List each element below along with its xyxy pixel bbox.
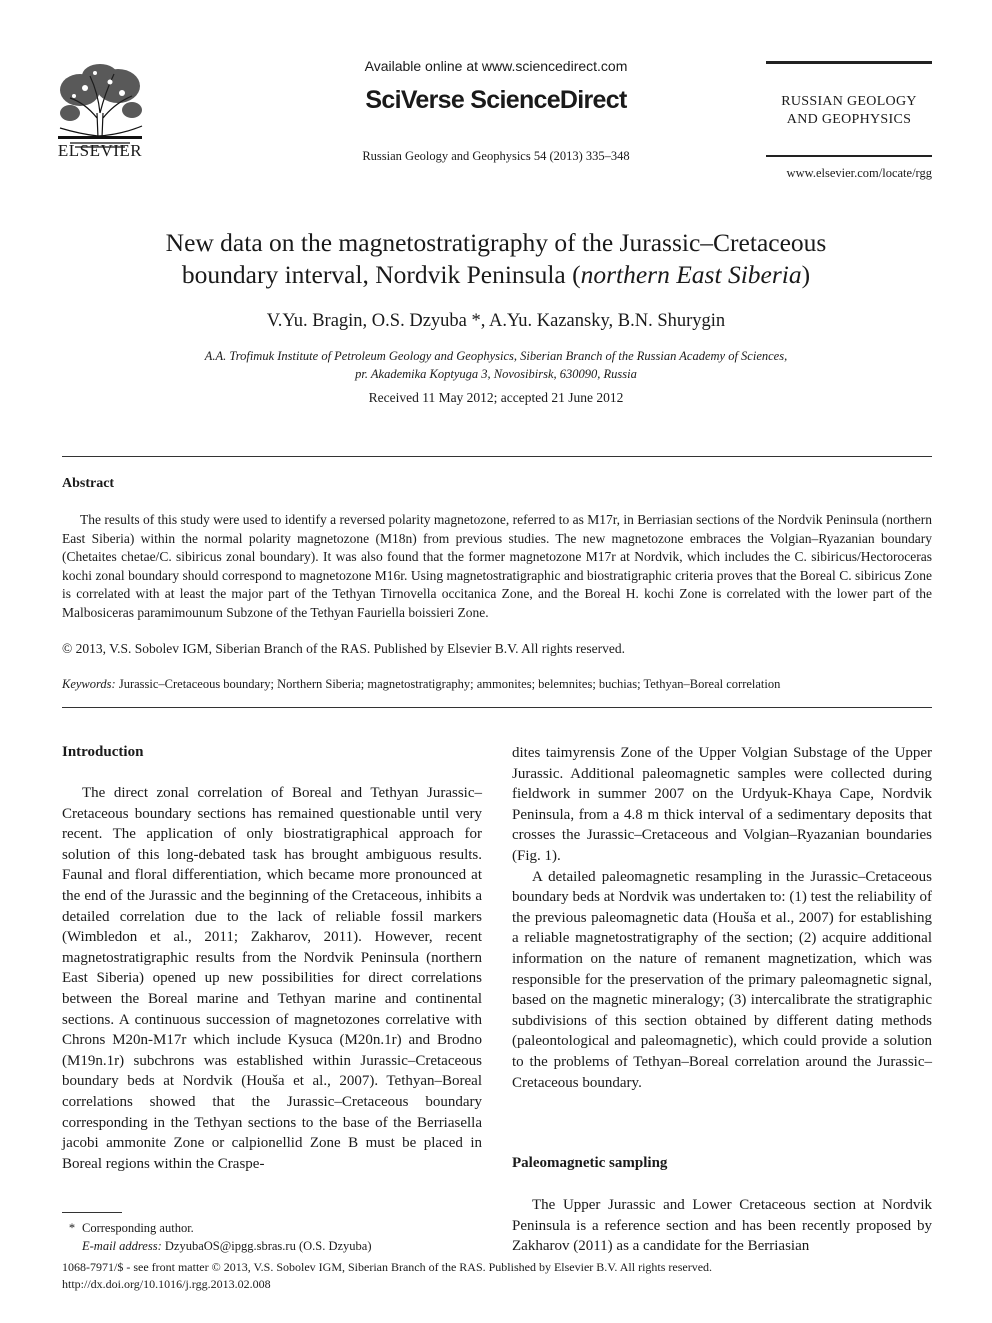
platform-logo-text: SciVerse ScienceDirect xyxy=(365,86,627,114)
title-line2-italic: northern East Siberia xyxy=(580,260,802,289)
footnote-rule xyxy=(62,1212,122,1213)
affiliation-line2: pr. Akademika Koptyuga 3, Novosibirsk, 630090, Russia xyxy=(355,367,637,381)
journal-citation: Russian Geology and Geophysics 54 (2013) 335–348 xyxy=(362,149,630,163)
right-paragraph-objectives: A detailed paleomagnetic resampling in the Jurassic–Cretaceous boundary beds at Nordvik was undertaken to: (1) test the reliability of the previous paleomagnetic data (Houša et al., 2007) for establishing a reliable magnetostratigraphy of the section; (2) acquire additional information on the nature of remanent magnetization, which was responsible for the preservation of the primary paleomagnetic signal, based on the magnetic mineralogy; (3) intercalibrate the stratigraphic subdivisions of this section obtained by different dating methods (paleontological and paleomagnetic), which could provide a solution to the problems of Tethyan–Boreal correlation around the Jurassic–Cretaceous boundary. xyxy=(512,868,932,1091)
available-online-text: Available online at www.sciencedirect.com xyxy=(364,58,628,74)
paleomagnetic-section xyxy=(512,1195,932,1257)
title-line2 xyxy=(90,259,902,291)
journal-url-link[interactable]: www.elsevier.com/locate/rgg xyxy=(786,166,932,180)
abstract-heading: Abstract xyxy=(62,476,115,491)
corresponding-author-link[interactable]: * xyxy=(466,311,481,331)
footnote-corresponding-text: Corresponding author. xyxy=(82,1221,194,1235)
keywords xyxy=(62,677,932,692)
abstract-rule-top xyxy=(62,456,932,457)
authors xyxy=(90,311,902,332)
title-line1: New data on the magnetostratigraphy of the Jurassic–Cretaceous xyxy=(165,228,827,257)
journal-rule-top xyxy=(766,61,932,64)
received-dates: Received 11 May 2012; accepted 21 June 2012 xyxy=(368,390,624,405)
journal-name-line2: AND GEOPHYSICS xyxy=(786,112,912,127)
abstract-rule-bottom xyxy=(62,707,932,708)
journal-name xyxy=(766,93,932,129)
journal-rule-bottom xyxy=(766,155,932,157)
paleomagnetic-paragraph-1: The Upper Jurassic and Lower Cretaceous section at Nordvik Peninsula is a reference section and has been recently proposed by Zakharov (2011) as a candidate for the Berriasian xyxy=(512,1197,932,1255)
front-matter-line: 1068-7971/$ - see front matter © 2013, V.S. Sobolev IGM, Siberian Branch of the RAS. Published by Elsevier B.V. All rights reserved. xyxy=(62,1260,713,1274)
right-paragraph-continued: dites taimyrensis Zone of the Upper Volgian Substage of the Upper Jurassic. Additional paleomagnetic samples were collected during fieldwork in summer 2007 on the Urdyuk-Khaya Cape, Nordvik Peninsula, from a 4.8 m thick interval of a sedimentary deposits that crosses the Jurassic–Cretaceous and Volgian–Ryazanian boundaries (Fig. 1). xyxy=(512,745,932,864)
footnote-star: * xyxy=(68,1221,76,1235)
article-title xyxy=(90,227,902,291)
affiliation-line1: A.A. Trofimuk Institute of Petroleum Geology and Geophysics, Siberian Branch of the Russian Academy of Sciences, xyxy=(204,349,788,363)
footnote-corresponding xyxy=(62,1221,194,1236)
affiliation xyxy=(140,347,852,383)
doi-link[interactable]: http://dx.doi.org/10.1016/j.rgg.2013.02.008 xyxy=(62,1277,271,1291)
abstract-text: The results of this study were used to identify a reversed polarity magnetozone, referred to as M17r, in Berriasian sections of the Nordvik Peninsula (northern East Siberia) within the normal polarity magnetozone (M18n) from previous studies. The new magnetozone embraces the Volgian–Ryazanian boundary (Chetaites chetae/C. sibiricus zonal boundary). It was also found that the former magnetozone M17r at Nordvik, which includes the C. sibiricus/Hectoroceras kochi zonal boundary should correspond to magnetozone M16r. Using magnetostratigraphic and biostratigraphic criteria proves that the Boreal C. sibiricus Zone is correlated with at least the major part of the Tethyan Tirnovella occitanica Zone, and the Boreal H. kochi Zone is correlated with the lower part of the Malbosiceras paramimounum Subzone of the Tethyan Fauriella boissieri Zone. xyxy=(62,512,932,620)
keywords-label: Keywords: xyxy=(62,677,116,691)
authors-rest: , A.Yu. Kazansky, B.N. Shurygin xyxy=(480,311,726,331)
email-label: E-mail address: xyxy=(82,1239,162,1253)
publisher-name: ELSEVIER xyxy=(57,141,143,160)
footnote-email xyxy=(82,1239,372,1254)
abstract-copyright: © 2013, V.S. Sobolev IGM, Siberian Branch of the RAS. Published by Elsevier B.V. All rights reserved. xyxy=(62,641,625,656)
intro-paragraph-1: The direct zonal correlation of Boreal and Tethyan Jurassic–Cretaceous boundary sections has remained questionable until very recent. The application of only biostratigraphical approach for solution of this long-debated task has brought ambiguous results. Faunal and floral differentiation, which became more pronounced at the end of the Jurassic and the beginning of the Cretaceous, inhibits a detailed correlation due to the lack of reliable fossil markers (Wimbledon et al., 2011; Zakharov, 2011). However, recent magnetostratigraphic results from the Nordvik Peninsula (northern East Siberia) opened up new possibilities for direct correlations between the Boreal marine and Tethyan marine and continental sections. A continuous succession of magnetozones correlative with Chrons M20n-M17r which include Kysuca (M20n.1r) and Brodno (M19n.1r) subchrons was established within Jurassic–Cretaceous boundary beds at Nordvik (Houša et al., 2007). Tethyan–Boreal correlations showed that the Jurassic–Cretaceous boundary corresponding in the Tethyan sections to the base of the Berriasella jacobi ammonite Zone or calpionellid Zone B must be placed in Boreal regions within the Craspe- xyxy=(62,785,482,1172)
email-address-link[interactable]: DzyubaOS@ipgg.sbras.ru (O.S. Dzyuba) xyxy=(161,1239,372,1253)
introduction-heading: Introduction xyxy=(62,744,144,760)
right-column xyxy=(512,743,932,1093)
title-line2-suffix: ) xyxy=(801,260,811,289)
keywords-list: Jurassic–Cretaceous boundary; Northern Siberia; magnetostratigraphy; ammonites; belemnites; buchias; Tethyan–Boreal correlation xyxy=(115,677,781,691)
paleomagnetic-sampling-heading: Paleomagnetic sampling xyxy=(512,1155,668,1171)
left-column xyxy=(62,783,482,1174)
journal-name-line1: RUSSIAN GEOLOGY xyxy=(781,94,917,109)
authors-first: V.Yu. Bragin, O.S. Dzyuba xyxy=(266,311,467,331)
title-line2-prefix: boundary interval, Nordvik Peninsula ( xyxy=(181,260,581,289)
